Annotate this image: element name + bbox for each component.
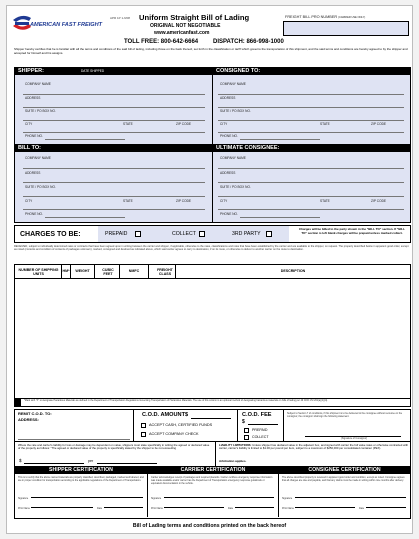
shipper-suite-field[interactable] — [23, 114, 205, 121]
date-shipped-label: DATE SHIPPED — [81, 69, 105, 73]
carrier-signature-field[interactable] — [164, 497, 274, 498]
consigned-address-label: ADDRESS — [220, 96, 236, 100]
bill-to-address-label: ADDRESS — [25, 171, 41, 175]
declared-value-text: Where the rate and carrier's liability for loss or damage may be dependent on value, shippers must state specifically in writing the agreed or declared value of the property as follows: "The agreed or declared value of the property is specifically stated by the shipper to be not exceeding — [18, 444, 210, 451]
collect-label: COLLECT — [172, 231, 196, 237]
declared-per-label: per — [88, 459, 94, 463]
consigned-state-label: STATE — [320, 122, 330, 126]
ultimate-suite-label: SUITE / PO BOX NO. — [220, 185, 251, 189]
shipper-address-field[interactable] — [23, 101, 205, 108]
consigned-company-label: COMPANY NAME — [220, 82, 246, 86]
ultimate-zip-label: ZIP CODE — [371, 199, 386, 203]
ultimate-suite-field[interactable] — [218, 190, 404, 197]
shipper-suite-label: SUITE / PO BOX NO. — [25, 109, 56, 113]
toll-free-number: TOLL FREE: 800-642-6664 — [124, 39, 199, 45]
bill-of-lading-page — [6, 5, 413, 534]
certifications-section — [14, 467, 411, 519]
consigned-header: CONSIGNED TO: — [213, 68, 410, 75]
liability-body: Unless shipper has declared value in the adjacent box, and signed with carrier the full value rates or otherwise contracted with carrier, carrier's liability is limited to $1.00 per pound per item, subject to a maximum of $250,000 per consolidated container (PEX). — [219, 444, 409, 451]
col-freight-class: FREIGHT CLASS — [157, 268, 173, 276]
shipper-phone-field[interactable] — [45, 134, 125, 140]
shipper-phone-label: PHONE NO. — [25, 134, 43, 138]
consignee-date-field[interactable] — [366, 507, 406, 508]
declared-value-dollar: $ — [19, 458, 22, 463]
consignee-signature-label: Signature — [282, 497, 293, 500]
commodity-table — [14, 264, 411, 399]
bill-to-city-field[interactable] — [23, 204, 205, 210]
consignor-signature-label: (Signature of Consignor) — [341, 437, 368, 440]
ultimate-address-field[interactable] — [218, 176, 404, 183]
col-shipping-units: NUMBER OF SHIPPING UNITS — [18, 268, 59, 276]
website: www.americanfast.com — [154, 30, 210, 36]
bill-to-city-label: CITY — [25, 199, 33, 203]
bill-to-address-field[interactable] — [23, 176, 205, 183]
shipper-city-label: CITY — [25, 122, 33, 126]
shipper-header: SHIPPER: — [15, 68, 212, 75]
pro-label-sub: (CARRIER USE ONLY) — [338, 16, 366, 19]
ultimate-city-label: CITY — [220, 199, 228, 203]
shipper-cert-text: This is to certify that the above named materials are properly classified, described, packaged, marked and labeled, and are in proper condition for transportation according to the applicable regulations of the Department of Transportation. — [18, 476, 144, 482]
cod-fee-field[interactable] — [248, 424, 278, 425]
form-subtitle: ORIGINAL NOT NEGOTIABLE — [150, 23, 221, 29]
consigned-phone-label: PHONE NO. — [220, 134, 238, 138]
consigned-address-field[interactable] — [218, 101, 404, 108]
shipper-signature-label: Signature — [18, 497, 29, 500]
ultimate-city-field[interactable] — [218, 204, 404, 210]
cod-amount-label: C.O.D. AMOUNT — [142, 412, 185, 418]
third-party-label: 3RD PARTY — [232, 231, 261, 237]
accept-check-label: ACCEPT COMPANY CHECK — [149, 432, 199, 436]
cod-fee-label: C.O.D. FEE — [242, 412, 272, 418]
shipper-zip-label: ZIP CODE — [176, 122, 191, 126]
cod-fee-dollar: $ — [242, 419, 245, 425]
logo-text: AMERICAN FAST FREIGHT — [30, 22, 103, 28]
shipper-company-field[interactable] — [23, 87, 205, 95]
form-title: Uniform Straight Bill of Lading — [139, 13, 250, 22]
cod-section — [14, 409, 411, 442]
pro-number-label — [285, 16, 365, 20]
ultimate-address-label: ADDRESS — [220, 171, 236, 175]
consignee-cert-title: CONSIGNEE CERTIFICATION — [308, 467, 381, 473]
ultimate-phone-label: PHONE NO. — [220, 212, 238, 216]
prepaid-checkbox[interactable] — [135, 231, 141, 237]
shipper-state-label: STATE — [123, 122, 133, 126]
consigned-suite-label: SUITE / PO BOX NO. — [220, 109, 251, 113]
bill-to-phone-label: PHONE NO. — [25, 212, 43, 216]
form-revision: APR 1P 1-6/08 — [110, 16, 130, 20]
declared-value-field[interactable] — [24, 463, 84, 464]
ultimate-consignee-header: ULTIMATE CONSIGNEE: — [213, 145, 410, 152]
declared-per-field[interactable] — [97, 463, 157, 464]
ultimate-phone-field[interactable] — [240, 212, 320, 218]
col-hm: HM* — [62, 269, 70, 273]
consignee-print-name-field[interactable] — [295, 507, 355, 508]
third-party-checkbox[interactable] — [266, 231, 272, 237]
bill-to-suite-field[interactable] — [23, 190, 205, 197]
accept-cash-checkbox[interactable] — [141, 423, 146, 428]
shipper-date-field[interactable] — [104, 507, 143, 508]
consigned-city-label: CITY — [220, 122, 228, 126]
ultimate-company-field[interactable] — [218, 161, 404, 169]
col-nmfc: NMFC — [128, 269, 140, 273]
shipper-cert-title: SHIPPER CERTIFICATION — [49, 467, 113, 473]
arbitration-text: Arbitration applies. — [219, 459, 247, 463]
bill-to-company-field[interactable] — [23, 161, 205, 169]
received-text: RECEIVED, subject to individually determined rates or contracts that have been agreed upon in writing between the carrier and shipper, if applicable, otherwise to the rates, classifications and rules that have been established by the carrier and are available to the shipper, on request. The property described below in apparent good order, except as noted (contents and condition of contents of packages unknown), marked, consigned and destined as indicated above, which said carrier agrees to carry to destination, if on its route, or otherwise to deliver to another carrier on the route to destination. — [14, 245, 409, 252]
bill-to-phone-field[interactable] — [45, 212, 125, 218]
collect-checkbox[interactable] — [199, 231, 205, 237]
consigned-phone-field[interactable] — [240, 134, 320, 140]
shipper-address-label: ADDRESS — [25, 96, 41, 100]
consignee-signature-field[interactable] — [295, 497, 406, 498]
shipper-company-label: COMPANY NAME — [25, 82, 51, 86]
bill-to-company-label: COMPANY NAME — [25, 156, 51, 160]
liability-section — [14, 442, 411, 467]
liability-limitations-text — [219, 444, 409, 459]
pro-label-text: FREIGHT BILL PRO NUMBER — [285, 15, 338, 19]
consignee-date-label: Date — [359, 507, 365, 510]
bill-to-state-label: STATE — [123, 199, 133, 203]
carrier-date-label: Date — [228, 507, 234, 510]
charges-note: Charges will be billed to the party shown in the "BILL TO" section. If "BILL TO" section is left blank charges will be prepaid unless marked collect. — [299, 228, 405, 235]
bill-to-header: BILL TO: — [15, 145, 212, 152]
cod-fee-prepaid-checkbox[interactable] — [244, 428, 249, 433]
accept-cash-label: ACCEPT CASH, CERTIFIED FUNDS — [149, 423, 213, 427]
company-logo — [10, 14, 103, 34]
bill-to-zip-label: ZIP CODE — [176, 199, 191, 203]
carrier-print-name-label: Print Name — [151, 507, 163, 510]
liability-title: LIABILITY LIMITATIONS: — [219, 444, 252, 447]
consignee-print-name-label: Print Name — [282, 507, 294, 510]
bill-to-suite-label: SUITE / PO BOX NO. — [25, 185, 56, 189]
footer-note: Bill of Lading terms and conditions printed on the back hereof — [132, 523, 287, 529]
col-description: DESCRIPTION — [280, 269, 306, 273]
shipper-signature-field[interactable] — [31, 497, 143, 498]
cod-fee-prepaid-label: PREPAID — [252, 428, 268, 432]
dispatch-number: DISPATCH: 866-998-1000 — [213, 39, 284, 45]
shipper-date-label: Date — [97, 507, 103, 510]
cod-fee-collect-label: COLLECT — [252, 435, 269, 439]
cod-amount-field[interactable] — [191, 418, 231, 419]
subject-section7-text: Subject to Section 7 of conditions, if this shipment is to be delivered to the consignee without recourse on the consignor, the consignor shall sign the following statement. — [287, 412, 403, 418]
table-body[interactable] — [15, 279, 410, 398]
hazmat-black-cell — [15, 399, 21, 406]
remit-cod-field[interactable] — [18, 424, 130, 440]
carrier-cert-title: CARRIER CERTIFICATION — [180, 467, 246, 473]
charges-section — [14, 225, 411, 243]
consignee-cert-text: The above described property is received in apparent good order and condition, except as noted. Consignee agrees that all charges are due and payable, and that any claims must be made in writing within nine months after delivery. — [282, 476, 405, 482]
ultimate-state-label: STATE — [320, 199, 330, 203]
consigned-suite-field[interactable] — [218, 114, 404, 121]
cod-dollar-sign: $ — [185, 412, 189, 418]
shipper-print-name-label: Print Name — [18, 507, 30, 510]
remit-cod-label: REMIT C.O.D. TO: — [18, 411, 52, 416]
cod-fee-collect-checkbox[interactable] — [244, 435, 249, 440]
charges-title: CHARGES TO BE: — [20, 231, 81, 238]
consigned-zip-label: ZIP CODE — [371, 122, 386, 126]
col-cubic-feet: CUBIC FEET — [102, 268, 114, 276]
address-grid — [14, 67, 411, 223]
pro-number-field[interactable] — [283, 21, 409, 36]
shipper-city-field[interactable] — [23, 127, 205, 133]
carrier-signature-label: Signature — [151, 497, 162, 500]
prepaid-label: PREPAID — [105, 231, 128, 237]
carrier-cert-text: Carrier acknowledges receipt of packages and required placards. Carrier certifies emergency response information was made available and/or carrier has the Department of Transportation emergency response guidebook or equivalent documentation in the vehicle. — [151, 476, 273, 485]
shipper-print-name-field[interactable] — [31, 507, 93, 508]
consigned-city-field[interactable] — [218, 127, 404, 133]
hazmat-row — [14, 399, 411, 407]
accept-check-checkbox[interactable] — [141, 432, 146, 437]
carrier-print-name-field[interactable] — [164, 507, 224, 508]
col-weight: WEIGHT — [75, 269, 90, 273]
intro-text: Shipper hereby certifies that he is familiar with all the terms and conditions of the said bill of lading, including those on the back thereof, set forth in the classification or tariff which governs the transportation of this shipment, and the said terms and conditions are hereby agreed to by the shipper and accepted for himself and his assigns. — [14, 48, 408, 55]
cod-address-label: ADDRESS: — [18, 417, 39, 422]
carrier-date-field[interactable] — [235, 507, 274, 508]
consigned-company-field[interactable] — [218, 87, 404, 95]
ultimate-company-label: COMPANY NAME — [220, 156, 246, 160]
hazmat-text: *Mark with "X" to designate Hazardous Materials as defined in the Department of Transportation Regulations Governing Transportation of Hazardous Materials. The use of this column is an optional method of designating hazardous materials on bills of lading per 49 CFR 172.201(a)(1)(iii). — [24, 399, 328, 402]
